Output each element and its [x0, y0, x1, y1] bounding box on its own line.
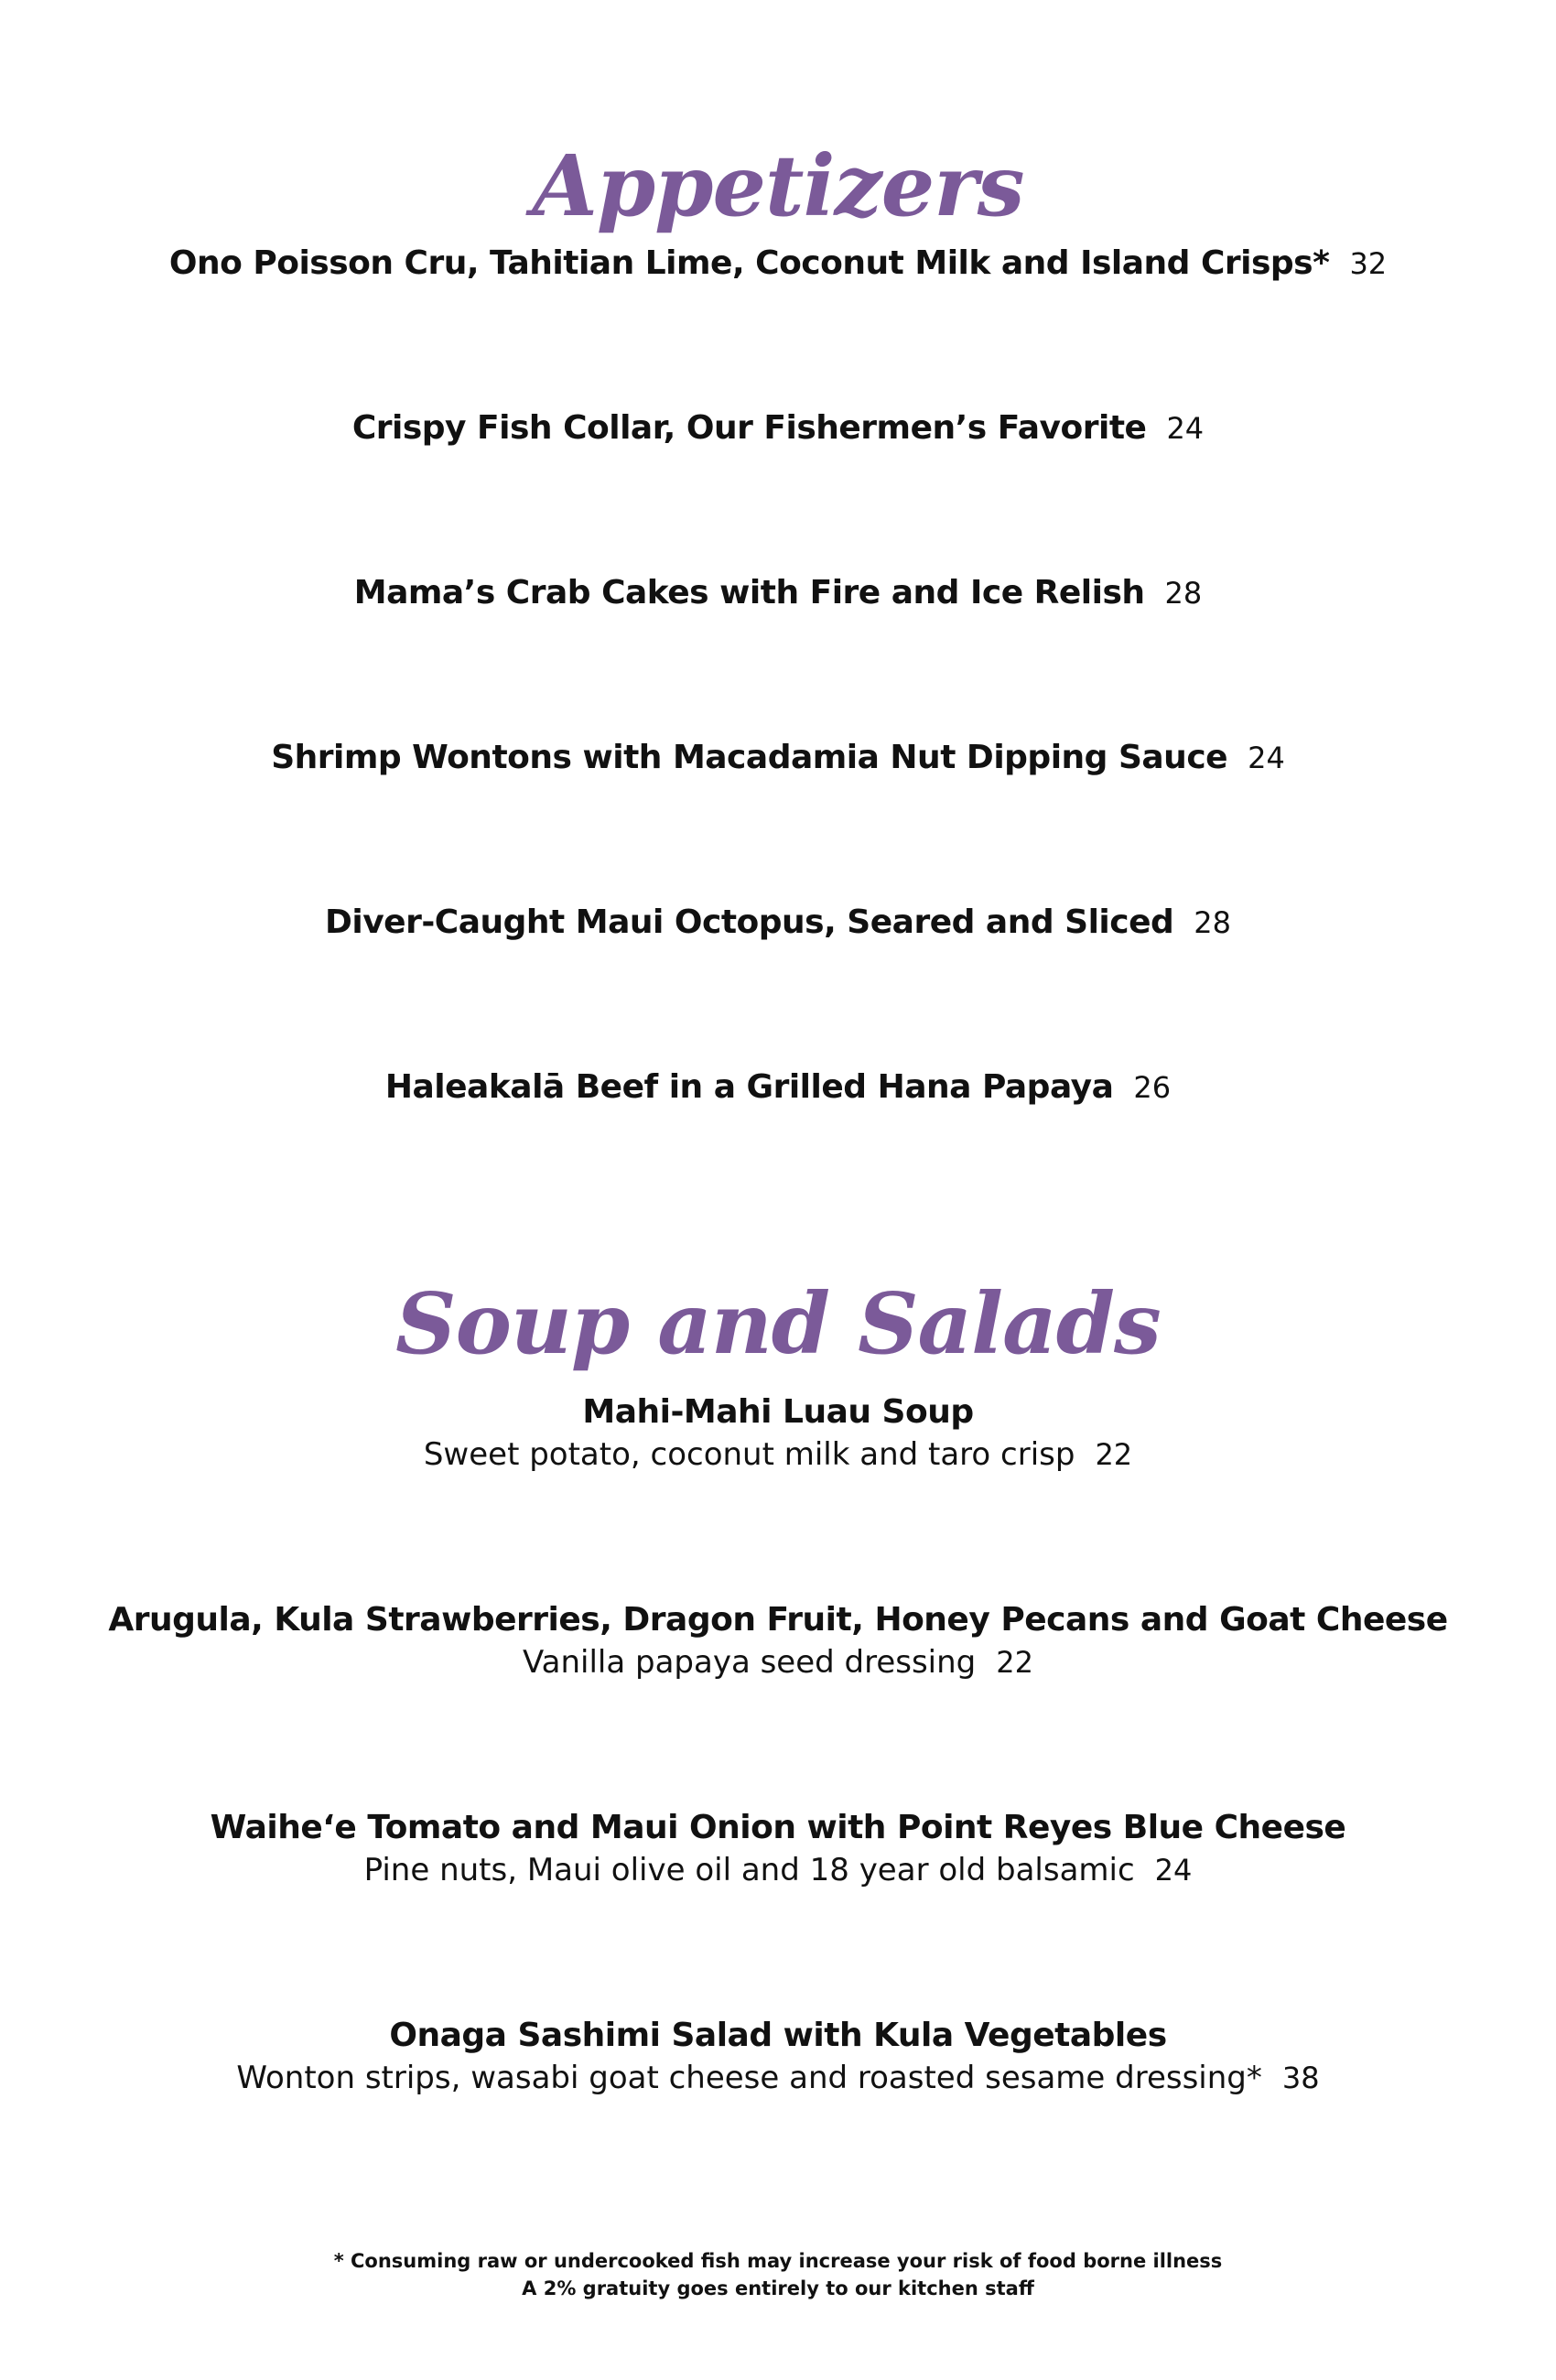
item-name: Shrimp Wontons with Macadamia Nut Dipping Sauce [271, 739, 1228, 776]
item-description: Sweet potato, coconut milk and taro crisp [423, 1436, 1075, 1473]
salad-item [0, 1807, 1556, 1897]
item-description-line [0, 1433, 1556, 1481]
item-price: 24 [1248, 741, 1285, 775]
item-price: 22 [1095, 1437, 1133, 1472]
item-price: 28 [1164, 576, 1203, 611]
footer-note [0, 2247, 1556, 2302]
item-name: Waihe‘e Tomato and Maui Onion with Point Reyes Blue Cheese [210, 1809, 1346, 1846]
item-description-line [0, 2057, 1556, 2104]
appetizer-item [0, 741, 1556, 774]
item-price: 24 [1154, 1853, 1193, 1888]
appetizer-item [0, 903, 1556, 941]
item-price: 32 [1349, 246, 1388, 281]
item-price: 26 [1133, 1070, 1172, 1105]
soup-and-salads-heading: Soup and Salads [395, 1273, 1161, 1373]
item-description: Wonton strips, wasabi goat cheese and roasted sesame dressing* [236, 2060, 1262, 2096]
item-description: Vanilla papaya seed dressing [523, 1644, 977, 1681]
appetizer-item [0, 574, 1556, 611]
item-name: Ono Poisson Cru, Tahitian Lime, Coconut Milk and Island Crisps* [168, 244, 1330, 282]
appetizer-item [0, 409, 1556, 447]
item-name: Haleakalā Beef in a Grilled Hana Papaya [384, 1068, 1114, 1106]
salad-item [0, 1391, 1556, 1481]
gratuity-note: A 2% gratuity goes entirely to our kitchen staff [522, 2277, 1034, 2299]
item-price: 28 [1194, 905, 1231, 940]
item-description-line [0, 1849, 1556, 1897]
item-name: Mahi-Mahi Luau Soup [582, 1393, 974, 1431]
item-price: 22 [996, 1645, 1033, 1680]
item-price: 24 [1166, 411, 1205, 446]
appetizers-heading: Appetizers [532, 135, 1024, 235]
appetizer-item [0, 244, 1556, 282]
item-name: Onaga Sashimi Salad with Kula Vegetables [389, 2017, 1167, 2054]
item-name: Mama’s Crab Cakes with Fire and Ice Relish [353, 574, 1145, 611]
salad-item [0, 2015, 1556, 2104]
item-name: Diver-Caught Maui Octopus, Seared and Sliced [324, 903, 1174, 941]
appetizer-item [0, 1068, 1556, 1106]
item-description: Pine nuts, Maui olive oil and 18 year old balsamic [363, 1852, 1135, 1888]
salad-item [0, 1599, 1556, 1689]
item-description-line [0, 1641, 1556, 1689]
item-price: 38 [1281, 2061, 1320, 2095]
raw-fish-warning: * Consuming raw or undercooked fish may increase your risk of food borne illness [333, 2250, 1223, 2272]
item-name: Crispy Fish Collar, Our Fishermen’s Favorite [351, 409, 1147, 447]
item-name: Arugula, Kula Strawberries, Dragon Fruit, Honey Pecans and Goat Cheese [108, 1601, 1448, 1639]
